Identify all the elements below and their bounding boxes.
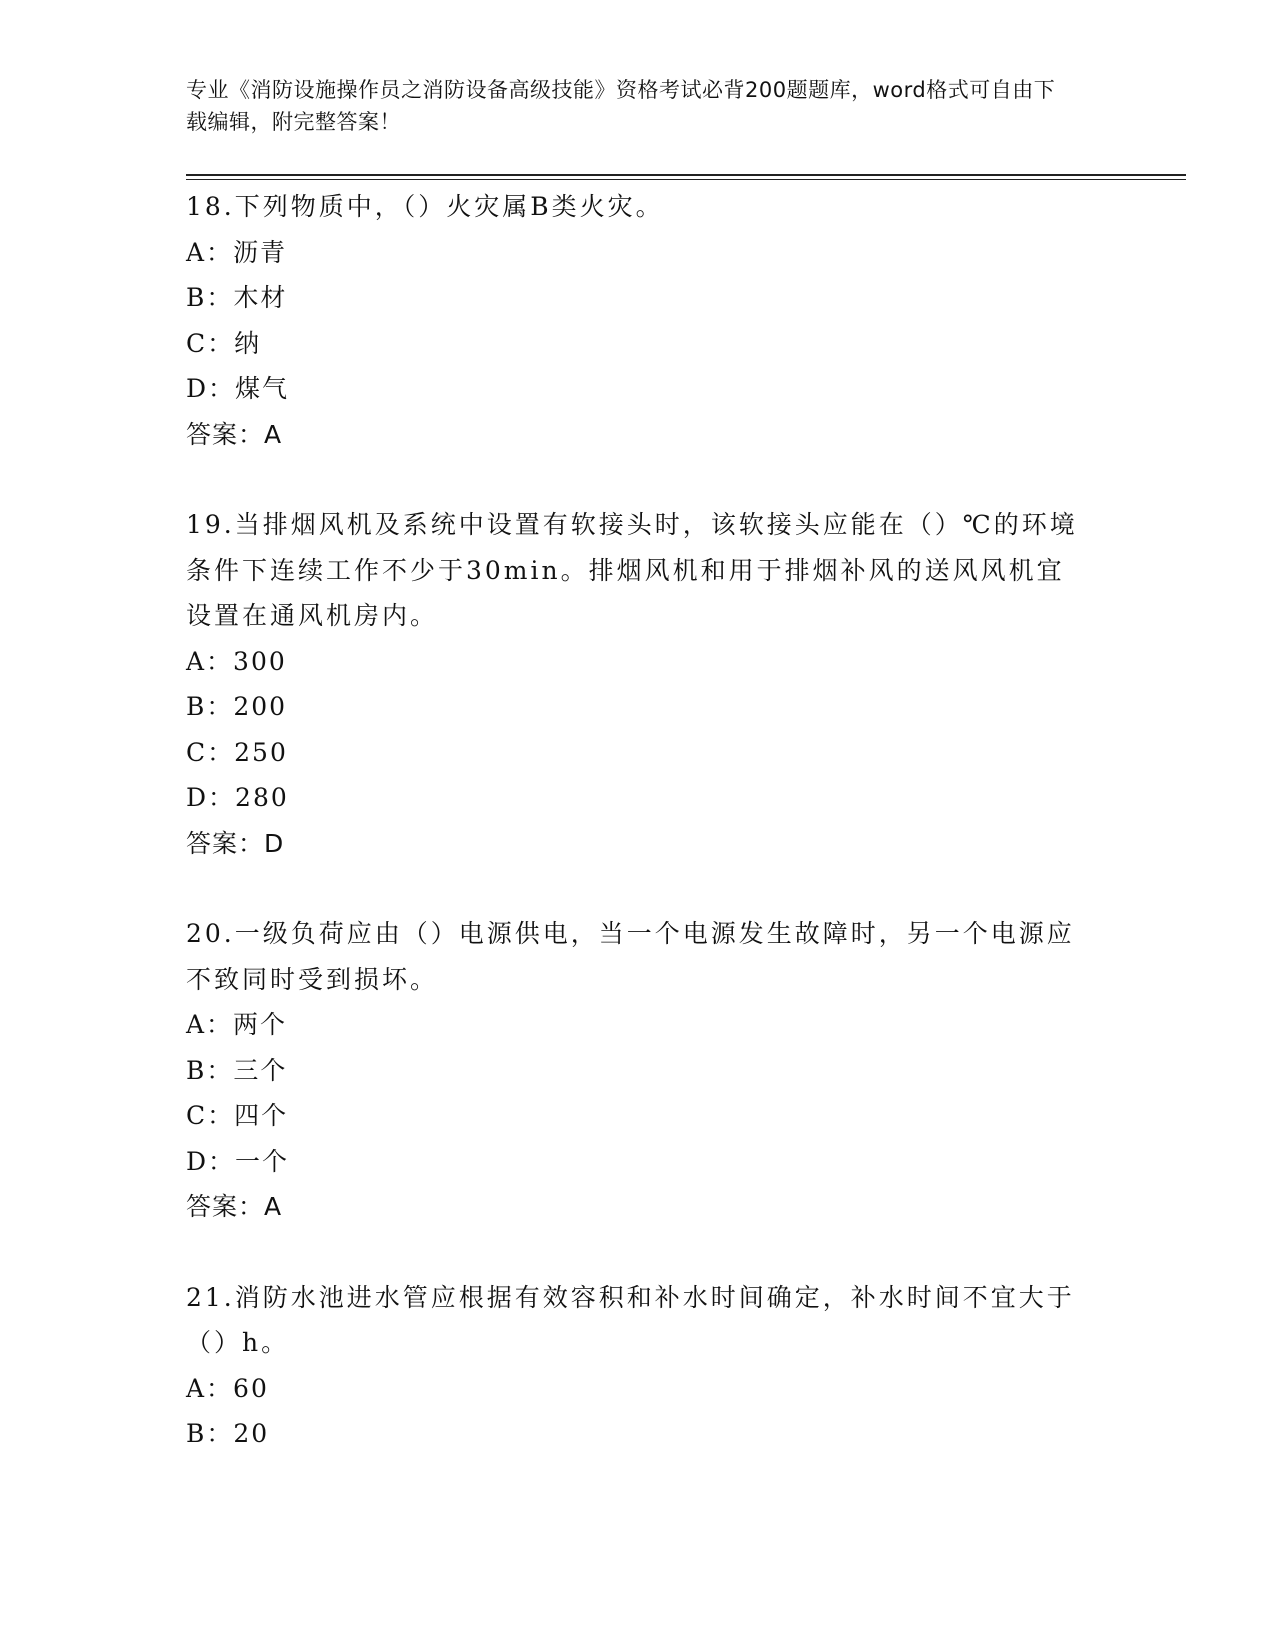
option-c: C：纳 <box>186 328 262 358</box>
answer-line: 答案：A <box>186 1192 283 1221</box>
answer-line: 答案：D <box>186 828 285 858</box>
question-stem: 20.一级负荷应由（）电源供电，当一个电源发生故障时，另一个电源应不致同时受到损坏。 <box>186 919 1075 994</box>
question-stem: 19.当排烟风机及系统中设置有软接头时，该软接头应能在（）℃的环境条件下连续工作不少于30min。排烟风机和用于排烟补风的送风风机宜设置在通风机房内。 <box>186 510 1078 630</box>
spacer <box>186 866 1166 911</box>
question-21 <box>186 1275 1166 1457</box>
option-a: A：60 <box>186 1373 269 1403</box>
option-a: A：300 <box>186 646 287 676</box>
option-a: A：沥青 <box>186 237 288 267</box>
option-b: B：三个 <box>186 1055 288 1085</box>
option-b: B：20 <box>186 1419 270 1448</box>
question-19 <box>186 502 1166 866</box>
spacer <box>186 1230 1166 1275</box>
question-stem: 18.下列物质中，（）火灾属B类火灾。 <box>186 192 664 221</box>
spacer <box>186 457 1166 502</box>
divider-line-thin <box>186 179 1186 180</box>
question-stem: 21.消防水池进水管应根据有效容积和补水时间确定，补水时间不宜大于（）h。 <box>186 1282 1075 1357</box>
option-c: C：四个 <box>186 1101 289 1130</box>
option-d: D：280 <box>186 783 289 812</box>
divider-line-thick <box>186 174 1186 176</box>
option-b: B：木材 <box>186 283 288 312</box>
option-d: D：一个 <box>186 1146 290 1176</box>
answer-line: 答案：A <box>186 419 283 449</box>
question-20 <box>186 911 1166 1230</box>
option-c: C：250 <box>186 737 288 767</box>
document-header: 专业《消防设施操作员之消防设备高级技能》资格考试必背200题题库，word格式可自由下载编辑，附完整答案！ <box>186 78 1056 134</box>
option-b: B：200 <box>186 692 288 721</box>
question-18 <box>186 184 1166 457</box>
header-divider <box>186 174 1166 188</box>
document-page <box>186 74 1166 1457</box>
option-a: A：两个 <box>186 1010 288 1039</box>
option-d: D：煤气 <box>186 374 290 403</box>
